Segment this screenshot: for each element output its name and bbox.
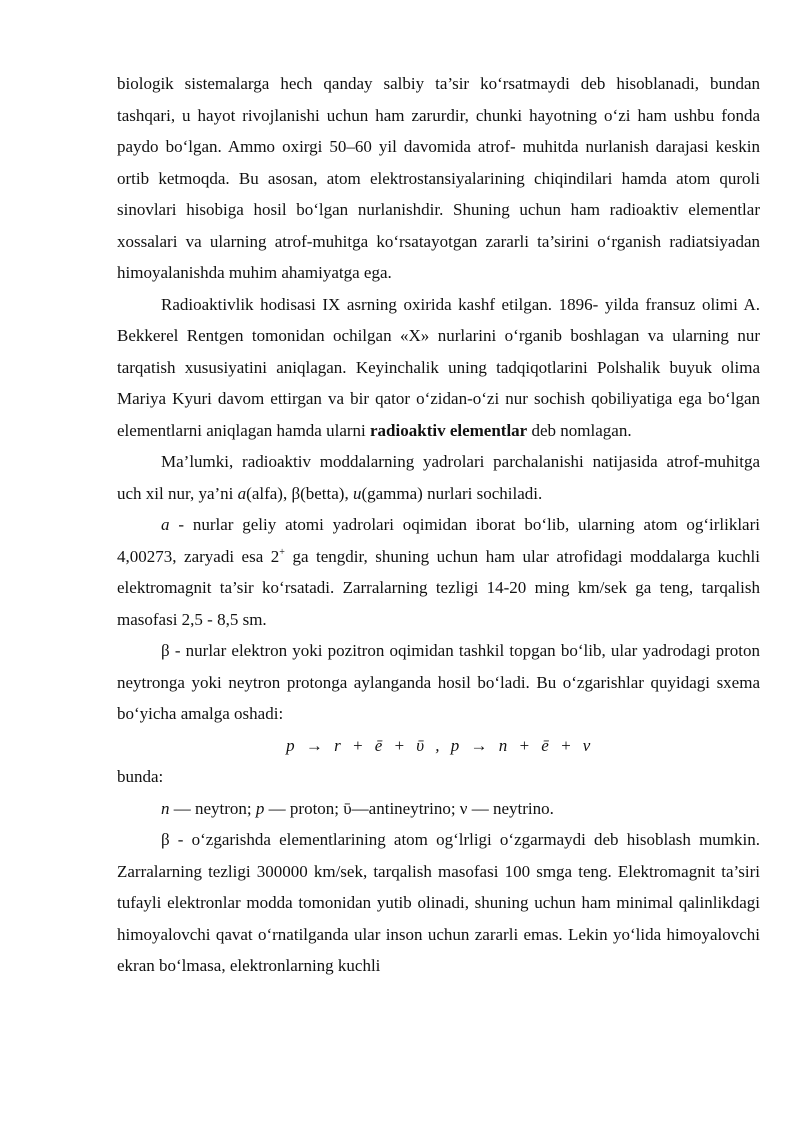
where-text: bunda: — [117, 767, 164, 786]
paragraph-intro-text: biologik sistemalarga hech qanday salbiy ta’sir ko‘rsatmaydi deb hisoblanadi, bundan tashqari, u hayot rivojlanishi uchun ham zarurdir, chunki hayotning o‘zi ham ushbu fonda paydo bo‘lgan. Ammo oxirgi 50–60 yil davomida atrof- muhitda nurlanish darajasi keskin ortib ketmoqda. Bu asosan, atom elektrostansiyalarining chiqindilari hamda atom quroli sinovlari hisobiga hosil bo‘lgan nurlanishdir. Shuning uchun ham radioaktiv elementlar xossalari va ularning atrof-muhitga ko‘rsatayotgan zararli ta’sirini o‘rganish radiatsiyadan himoyalanishda muhim ahamiyatga ega. — [117, 74, 760, 282]
alpha-rays-text-1: - nurlar geliy atomi yadrolari oqimidan iborat bo‘lib, ularning atom og‘irliklari 4,00273, zaryadi esa 2 — [117, 515, 760, 566]
paragraph-intro — [117, 68, 760, 289]
term-radioactive-elements: radioaktiv elementlar — [370, 420, 528, 440]
paragraph-legend — [117, 793, 760, 825]
paragraph-beta-change — [117, 824, 760, 982]
discovery-text-1: Radioaktivlik hodisasi IX asrning oxirida kashf etilgan. 1896- yilda fransuz olimi A. Bekkerel Rentgen tomonidan ochilgan «X» nurlarini o‘rganib boshlagan va ularning nur tarqatish xususiyatini aniqlagan. Keyinchalik uning tadqiqotlarini Polshalik buyuk olima Mariya Kyuri davom ettirgan va bir qator o‘zidan-o‘zi nur sochish qobiliyatiga ega bo‘lgan elementlarni aniqlagan hamda ularni — [117, 294, 760, 440]
alpha-symbol: a — [237, 483, 247, 503]
decay-formula — [117, 730, 760, 762]
proton-symbol: p — [255, 798, 265, 818]
legend-text-2: — proton; ῡ—antineytrino; ν — neytrino. — [264, 798, 554, 818]
three-rays-text-1: Ma’lumki, radioaktiv moddalarning yadrolari parchalanishi natijasida atrof-muhitga uch xil nur, ya’ni — [117, 452, 760, 503]
paragraph-discovery — [117, 289, 760, 447]
gamma-symbol: u — [352, 483, 362, 503]
neutron-symbol: n — [161, 798, 170, 818]
paragraph-where — [117, 761, 760, 793]
paragraph-alpha-rays — [117, 509, 760, 635]
alpha-rays-text-2: ga tengdir, shuning uchun ham ular atrofidagi moddalarga kuchli elektromagnit ta’sir ko‘rsatadi. Zarralarning tezligi 14-20 ming km/sek ga teng, tarqalish masofasi 2,5 - 8,5 sm. — [117, 546, 760, 629]
discovery-text-2: deb nomlagan. — [527, 420, 632, 440]
alpha-rays-symbol: a — [161, 515, 170, 534]
paragraph-beta-rays — [117, 635, 760, 730]
decay-formula-text: p → r + ē + ῡ , p → n + ē + ν — [286, 735, 591, 755]
charge-superscript: + — [279, 546, 285, 558]
beta-change-text: β - o‘zgarishda elementlarining atom og‘lrligi o‘zgarmaydi deb hisoblash mumkin. Zarralarning tezligi 300000 km/sek, tarqalish masofasi 100 smga teng. Elektromagnit ta’siri tufayli elektronlar modda tomonidan yutib olinadi, shuning uchun ham minimal qalinlikdagi himoyalovchi qavat o‘rnatilganda ular inson uchun zararli emas. Lekin yo‘lida himoyalovchi ekran bo‘lmasa, elektronlarning kuchli — [117, 830, 760, 975]
three-rays-text-2: (alfa), β(betta), — [246, 483, 353, 503]
beta-rays-text: β - nurlar elektron yoki pozitron oqimidan tashkil topgan bo‘lib, ular yadrodagi proton neytronga yoki neytron protonga aylanganda hosil bo‘ladi. Bu o‘zgarishlar quyidagi sxema bo‘yicha amalga oshadi: — [117, 641, 760, 723]
three-rays-text-3: (gamma) nurlari sochiladi. — [361, 483, 543, 503]
legend-text-1: — neytron; — [169, 798, 256, 818]
paragraph-three-rays — [117, 446, 760, 509]
